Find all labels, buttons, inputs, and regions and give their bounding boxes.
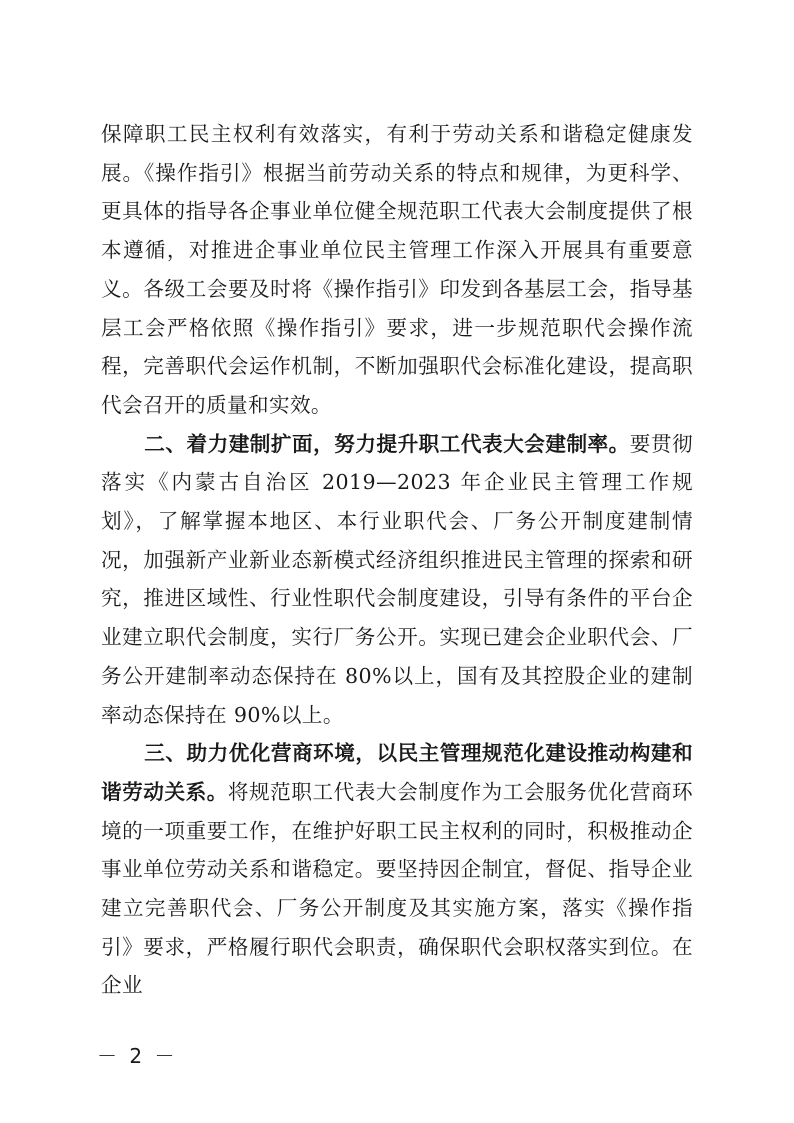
paragraph-1	[101, 115, 693, 425]
paragraph-1-text: 保障职工民主权利有效落实，有利于劳动关系和谐稳定健康发展。《操作指引》根据当前劳动关系的特点和规律，为更科学、更具体的指导各企事业单位健全规范职工代表大会制度提供了根本遵循，对推进企事业单位民主管理工作深入开展具有重要意义。各级工会要及时将《操作指引》印发到各基层工会，指导基层工会严格依照《操作指引》要求，进一步规范职代会操作流程，完善职代会运作机制，不断加强职代会标准化建设，提高职代会召开的质量和实效。	[101, 122, 693, 417]
paragraph-3-text: 将规范职工代表大会制度作为工会服务优化营商环境的一项重要工作，在维护好职工民主权利的同时，积极推动企事业单位劳动关系和谐稳定。要坚持因企制宜，督促、指导企业建立完善职代会、厂务公开制度及其实施方案，落实《操作指引》要求，严格履行职代会职责，确保职代会职权落实到位。在企业	[101, 779, 693, 998]
paragraph-2	[101, 425, 693, 735]
section-heading-3: 三、助力优化营商环境，以民主管理规范化建设推动构建和谐劳动关系。	[101, 741, 693, 804]
paragraph-2-text: 要贯彻落实《内蒙古自治区 2019—2023 年企业民主管理工作规划》，了解掌握本地区、本行业职代会、厂务公开制度建制情况，加强新产业新业态新模式经济组织推进民主管理的探索和研究，推进区域性、行业性职代会制度建设，引导有条件的平台企业建立职代会制度，实行厂务公开。实现已建会企业职代会、厂务公开建制率动态保持在 80%以上，国有及其控股企业的建制率动态保持在 90%以上。	[101, 431, 693, 727]
paragraph-3	[101, 734, 693, 1005]
section-heading-2: 二、着力建制扩面，努力提升职工代表大会建制率。	[144, 431, 630, 456]
page-number: － 2 －	[97, 1044, 178, 1068]
body-text	[101, 115, 693, 1005]
